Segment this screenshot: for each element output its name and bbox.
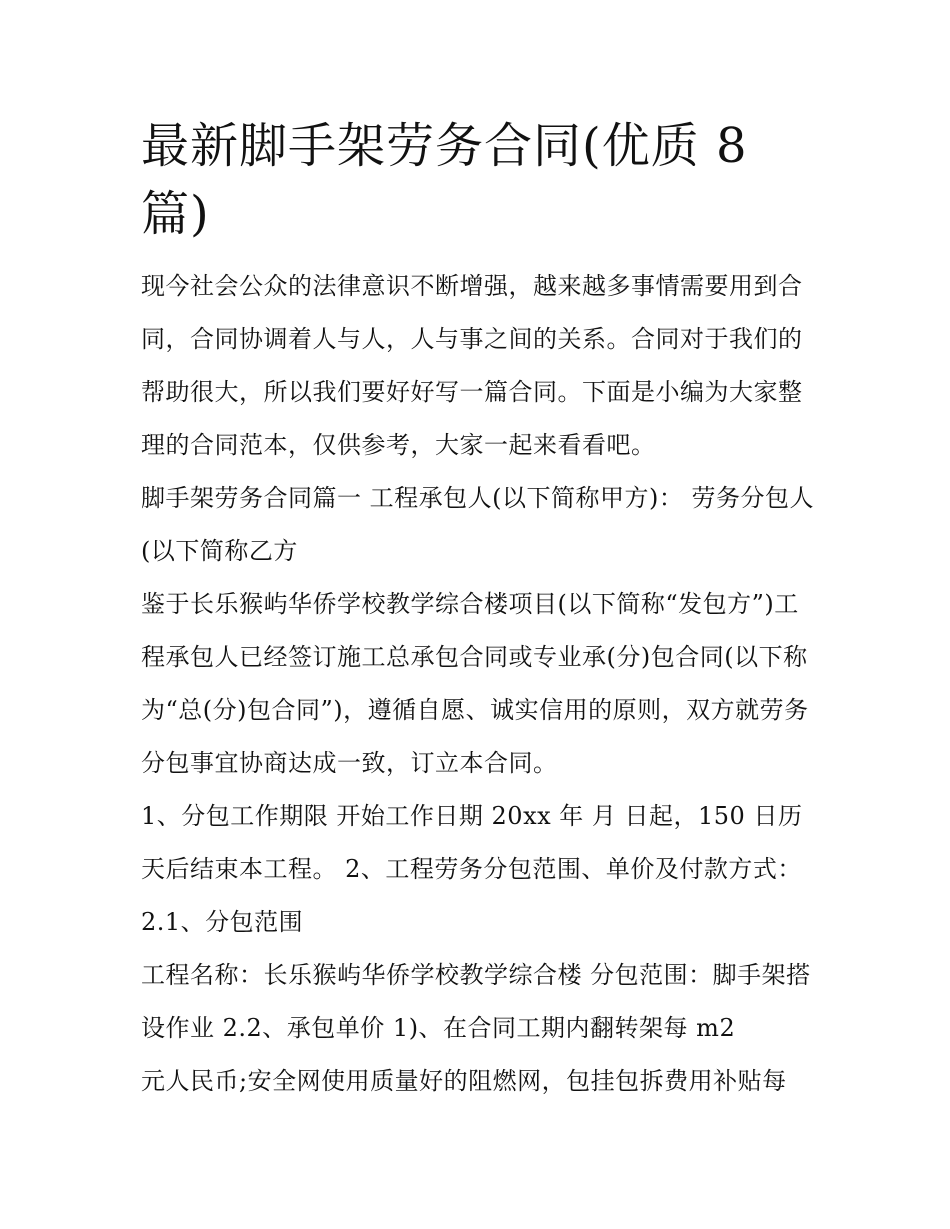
contract-heading-paragraph: 脚手架劳务合同篇一 工程承包人(以下简称甲方)： 劳务分包人(以下简称乙方 bbox=[141, 484, 814, 565]
document-page bbox=[141, 112, 821, 1108]
document-title: 最新脚手架劳务合同(优质 8 篇) bbox=[141, 118, 748, 242]
project-scope-paragraph: 工程名称：长乐猴屿华侨学校教学综合楼 分包范围：脚手架搭设作业 2.2、承包单价 1)、在合同工期内翻转架每 m2 bbox=[141, 961, 811, 1042]
intro-paragraph: 现今社会公众的法律意识不断增强，越来越多事情需要用到合同，合同协调着人与人，人与事之间的关系。合同对于我们的帮助很大，所以我们要好好写一篇合同。下面是小编为大家整理的合同范本，仅供参考，大家一起来看看吧。 bbox=[141, 272, 803, 459]
clause-2-1-heading: 2.1、分包范围 bbox=[141, 908, 304, 936]
pricing-paragraph: 元人民币;安全网使用质量好的阻燃网，包挂包拆费用补贴每 bbox=[141, 1067, 787, 1095]
recital-paragraph: 鉴于长乐猴屿华侨学校教学综合楼项目(以下简称“发包方”)工程承包人已经签订施工总承包合同或专业承(分)包合同(以下称为“总(分)包合同”)，遵循自愿、诚实信用的原则，双方就劳务分包事宜协商达成一致，订立本合同。 bbox=[141, 590, 809, 777]
clause-1-paragraph: 1、分包工作期限 开始工作日期 20xx 年 月 日起，150 日历天后结束本工程。 2、工程劳务分包范围、单价及付款方式： bbox=[141, 802, 803, 883]
